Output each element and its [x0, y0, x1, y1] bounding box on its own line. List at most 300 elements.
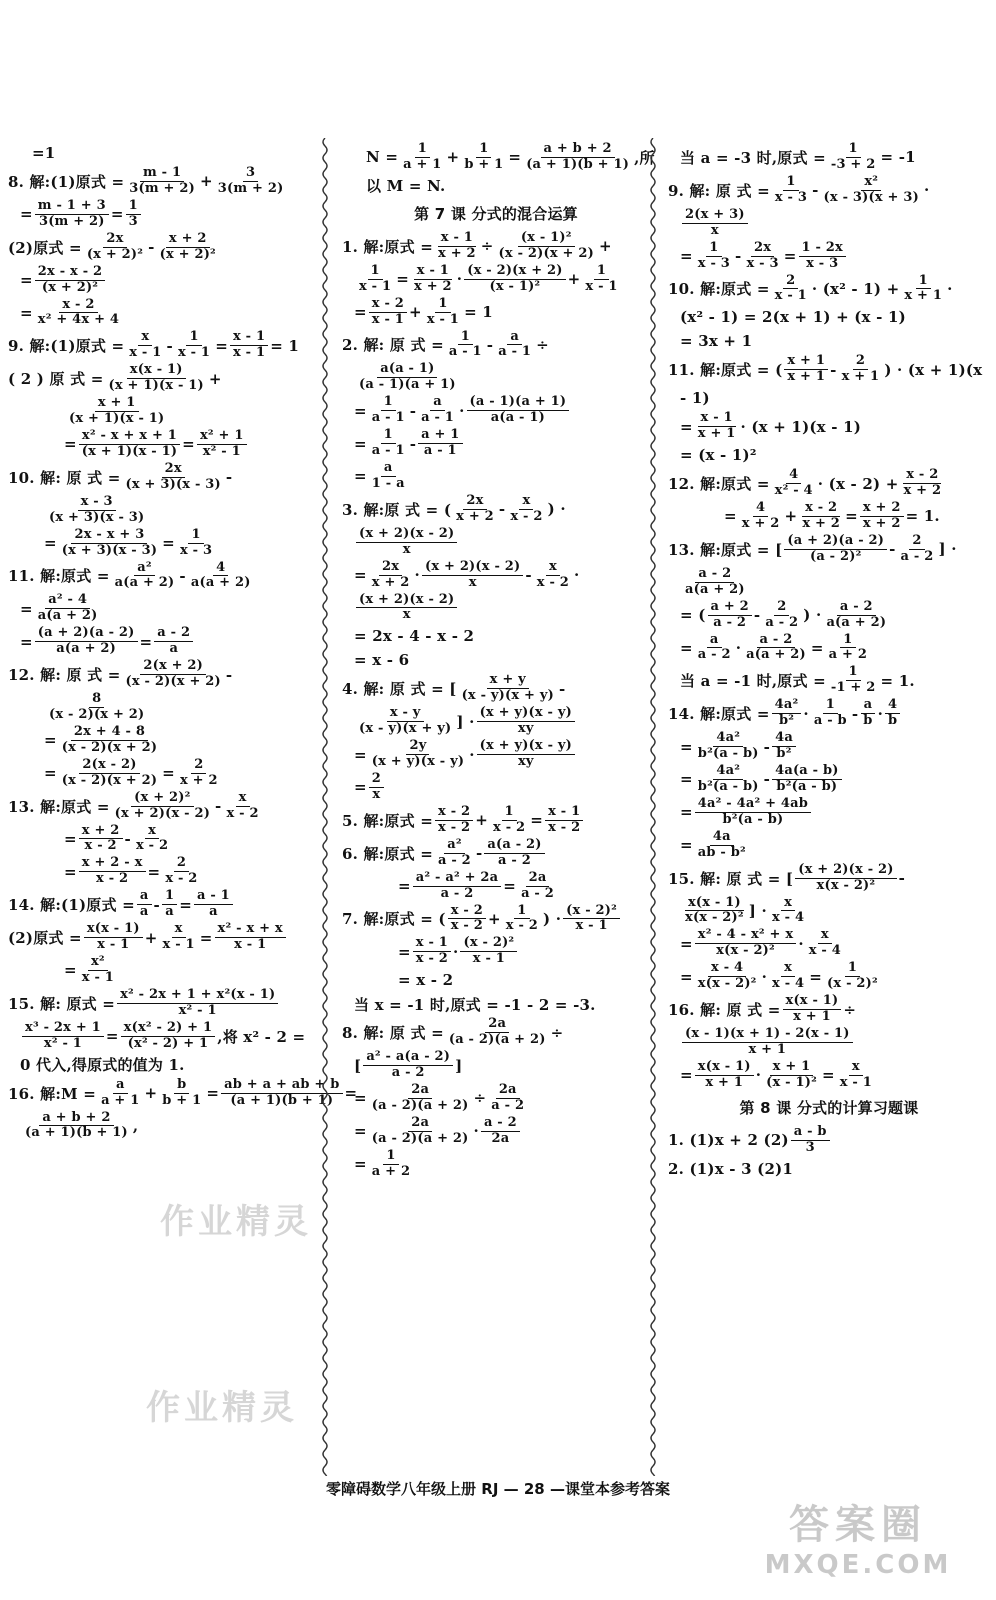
fraction	[369, 461, 408, 492]
fraction	[828, 142, 879, 173]
line-text: ·	[735, 638, 742, 657]
fraction-numerator: m - 1	[140, 166, 184, 182]
answer-line	[668, 387, 990, 409]
line-text: =	[44, 731, 57, 750]
line-text: ·	[761, 967, 768, 986]
fraction-numerator: a	[137, 889, 152, 905]
fraction	[799, 241, 847, 272]
line-text: 4. 解: 原 式 = [	[342, 680, 457, 699]
answer-line	[8, 528, 320, 559]
fraction-numerator: 4	[786, 468, 801, 484]
fraction	[66, 396, 167, 427]
fraction-numerator: x	[519, 494, 533, 510]
fraction-denominator: (a - 2)(a + 2)	[371, 1130, 469, 1146]
line-text: 当 a = -3 时,原式 =	[680, 148, 826, 167]
answer-line	[668, 1158, 990, 1180]
fraction-denominator: x² + 4x + 4	[37, 312, 120, 328]
fraction-numerator: b	[174, 1078, 189, 1094]
answer-line	[342, 1017, 650, 1048]
answer-line	[342, 593, 650, 624]
fraction	[157, 232, 219, 263]
fraction-numerator: 4a² - 4a² + 4ab	[695, 797, 811, 813]
fraction-numerator: x	[849, 1060, 863, 1076]
fraction	[356, 706, 454, 737]
fraction-numerator: (a - 1)(a + 1)	[467, 395, 570, 411]
line-text: =	[110, 205, 124, 224]
fraction-numerator: ab + a + ab + b	[221, 1078, 342, 1094]
line-text: =	[147, 862, 161, 881]
answer-line	[668, 600, 990, 631]
fraction-denominator: x - 2	[505, 918, 539, 934]
line-text: = -1	[880, 148, 916, 167]
fraction	[84, 232, 146, 263]
fraction-denominator: a - 1	[421, 410, 455, 426]
fraction-denominator: x - 1	[575, 918, 608, 934]
answer-line	[342, 461, 650, 492]
fraction	[695, 241, 733, 272]
fraction-denominator: (x - 2)(x + 2)	[498, 245, 594, 261]
fraction	[682, 896, 747, 927]
line-text: =	[354, 1122, 367, 1141]
line-text: =	[64, 961, 77, 980]
answer-line	[342, 428, 650, 459]
fraction-denominator: x - 1	[774, 288, 807, 304]
line-text: -	[525, 566, 532, 585]
line-text: ·	[456, 270, 463, 289]
line-text: ·	[755, 1066, 762, 1085]
line-text: ( 2 ) 原 式 =	[8, 370, 104, 389]
fraction	[795, 863, 896, 894]
fraction-numerator: a + 2	[708, 600, 752, 616]
fraction-numerator: (x + y)(x - y)	[477, 706, 575, 722]
fraction	[828, 665, 879, 696]
fraction-numerator: 4a²	[772, 698, 802, 714]
fraction-numerator: x + 2	[79, 824, 123, 840]
fraction-numerator: 2(x + 2)	[140, 659, 206, 675]
line-text: -	[215, 797, 222, 816]
fraction-numerator: a + b + 2	[541, 142, 615, 158]
fraction-denominator: a - 1	[371, 443, 405, 459]
answer-line	[8, 955, 320, 986]
line-text: 15. 解: 原式 =	[8, 994, 116, 1013]
section-heading	[342, 203, 650, 225]
fraction-numerator: x	[781, 896, 795, 912]
fraction-denominator: a(a + 2)	[746, 647, 806, 663]
line-text: -	[225, 468, 233, 487]
line-text: ÷	[550, 1023, 564, 1042]
fraction-numerator: x + 2	[860, 501, 904, 517]
fraction-numerator: x - 1	[414, 264, 452, 280]
line-text: =	[344, 1084, 358, 1103]
fraction	[477, 739, 575, 770]
answer-line	[8, 758, 320, 789]
fraction	[435, 805, 473, 836]
line-text: =	[503, 877, 517, 896]
fraction-denominator: x - 1	[129, 345, 162, 361]
answer-line	[8, 363, 320, 394]
fraction	[424, 297, 462, 328]
fraction	[418, 395, 457, 426]
answer-line	[8, 626, 320, 657]
fraction	[369, 1149, 413, 1180]
wavy-divider-line	[323, 138, 327, 1476]
line-text: 8. 解: 原 式 =	[342, 1024, 444, 1043]
fraction	[495, 330, 534, 361]
line-text: 3. 解:原 式 = (	[342, 500, 452, 519]
fraction	[435, 231, 479, 262]
fraction	[459, 673, 557, 704]
fraction-numerator: 2x + 4 - 8	[71, 725, 148, 741]
fraction-denominator: x - 1	[472, 951, 506, 967]
fraction-numerator: a²	[444, 838, 465, 854]
line-text: 9. 解: 原 式 =	[668, 181, 770, 200]
fraction	[188, 561, 254, 592]
fraction-numerator: 2	[909, 534, 924, 550]
fraction	[22, 1111, 131, 1142]
fraction-numerator: 3	[243, 166, 258, 182]
fraction-denominator: x - 1	[585, 278, 618, 294]
page-footer: 零障碍数学八年级上册 RJ — 28 —课堂本参考答案	[326, 1480, 670, 1498]
fraction	[518, 871, 557, 902]
line-text: =	[508, 148, 522, 167]
fraction-denominator: x - 4	[808, 943, 841, 959]
fraction-numerator: (x - 2)(x + 2)	[464, 264, 565, 280]
fraction-denominator: x - 2	[536, 574, 570, 590]
line-text: ) ·	[543, 909, 562, 928]
fraction-denominator: a - 1	[498, 344, 532, 360]
fraction-numerator: 1	[502, 805, 517, 821]
line-text: -	[409, 434, 417, 453]
fraction-numerator: 2x	[103, 232, 126, 248]
fraction-numerator: x(x² - 2) + 1	[121, 1021, 216, 1037]
line-text: =	[845, 507, 858, 526]
line-text: =	[354, 467, 367, 486]
fraction-denominator: a + 1	[101, 1092, 140, 1108]
fraction	[839, 354, 883, 385]
answer-line	[8, 593, 320, 624]
fraction-numerator: x - 2	[435, 805, 473, 821]
line-text: +	[487, 909, 501, 928]
fraction-numerator: x - 2	[369, 297, 407, 313]
line-text: -	[153, 895, 160, 914]
answer-line	[668, 731, 990, 762]
fraction-denominator: a	[165, 904, 174, 920]
line-text: 10. 解: 原 式 =	[8, 468, 121, 487]
fraction-denominator: x - 2	[548, 819, 581, 835]
line-text: ·	[473, 1122, 479, 1141]
fraction	[481, 1116, 520, 1147]
fraction	[162, 856, 200, 887]
line-text: =	[20, 632, 33, 651]
brand-watermark-logo	[758, 1500, 958, 1592]
fraction-denominator: b²(a - b)	[697, 778, 759, 794]
line-text: 9. 解:(1)原式 =	[8, 337, 125, 356]
answer-line	[668, 330, 990, 352]
fraction	[739, 501, 783, 532]
fraction-numerator: x - 2	[903, 468, 941, 484]
fraction-denominator: 3	[805, 1139, 815, 1155]
fraction	[369, 1083, 472, 1114]
fraction-denominator: a + 2	[371, 1163, 411, 1179]
fraction-numerator: 1	[706, 241, 721, 257]
fraction-denominator: x - 3	[746, 255, 779, 271]
fraction-denominator: x + 2	[438, 245, 476, 261]
fraction-numerator: 2	[174, 856, 189, 872]
fraction-numerator: x - y	[387, 706, 424, 722]
fraction-numerator: a - 2	[154, 626, 193, 642]
line-text: =	[179, 895, 192, 914]
fraction	[821, 175, 922, 206]
fraction-numerator: (x - 1)²	[518, 231, 575, 247]
fraction-numerator: x(x - 1)	[783, 994, 842, 1010]
fraction-numerator: 2a	[526, 871, 550, 887]
answer-line	[668, 354, 990, 385]
line-text: +	[567, 270, 581, 289]
line-text: ) · (x + 1)(x	[884, 360, 983, 379]
line-text: ·	[574, 566, 580, 585]
fraction-numerator: a² - a(a - 2)	[363, 1050, 453, 1066]
line-text: +	[199, 172, 213, 191]
line-text: +	[446, 148, 460, 167]
fraction-denominator: x - 1	[234, 937, 267, 953]
line-text: 15. 解: 原 式 = [	[668, 869, 794, 888]
fraction	[215, 166, 287, 197]
fraction-denominator: a(a + 2)	[114, 575, 175, 591]
answer-line	[8, 791, 320, 822]
fraction-numerator: x	[546, 560, 560, 576]
fraction-numerator: 2(x + 3)	[682, 208, 748, 224]
fraction	[137, 889, 152, 920]
fraction-denominator: a - 2	[900, 548, 934, 564]
line-text: -	[851, 704, 859, 723]
fraction-numerator: (x + 2)(x - 2)	[356, 593, 457, 609]
line-text: (2)原式 =	[8, 929, 82, 948]
fraction	[435, 838, 474, 869]
line-text: -	[830, 360, 837, 379]
line-text: (2)原式 =	[8, 238, 82, 257]
line-text: =	[64, 829, 77, 848]
fraction-denominator: -3 + 2	[830, 156, 876, 172]
fraction-denominator: x + 1	[697, 426, 736, 442]
answer-line	[342, 362, 650, 393]
line-text: 5. 解:原式 =	[342, 811, 434, 830]
fraction-denominator: a - 2	[391, 1065, 425, 1081]
fraction-numerator: a² - 4	[45, 593, 90, 609]
fraction-numerator: 1	[476, 142, 491, 158]
fraction-denominator: x - 1	[359, 278, 392, 294]
line-text: ÷	[480, 237, 494, 256]
fraction-denominator: x - 2	[135, 838, 169, 854]
line-text: =	[215, 336, 228, 355]
line-text: +	[475, 811, 489, 830]
fraction-denominator: x - 1	[97, 937, 130, 953]
fraction	[901, 274, 945, 305]
line-text: [	[354, 1056, 362, 1075]
line-text: =	[354, 778, 367, 797]
fraction-numerator: (x + y)(x - y)	[477, 739, 575, 755]
fraction-denominator: x - 1	[839, 1074, 872, 1090]
line-text: =	[724, 507, 737, 526]
fraction-numerator: x	[172, 922, 186, 938]
fraction	[900, 468, 944, 499]
answer-line	[668, 501, 990, 532]
fraction-numerator: a² - a² + 2a	[413, 871, 502, 887]
line-text: -	[498, 500, 506, 519]
fraction	[369, 297, 407, 328]
line-text: -	[225, 665, 233, 684]
line-text: 当 x = -1 时,原式 = -1 - 2 = -3.	[354, 995, 596, 1014]
line-text: ,将 x² - 2 =	[217, 1027, 306, 1046]
fraction	[784, 534, 887, 565]
fraction-denominator: a(a + 2)	[37, 608, 98, 624]
fraction	[534, 560, 572, 591]
line-text: =	[680, 836, 693, 855]
line-text: =	[64, 435, 77, 454]
fraction-denominator: x + 1	[787, 369, 826, 385]
fraction	[230, 330, 268, 361]
line-text: =	[680, 638, 693, 657]
fraction-numerator: 1	[368, 264, 383, 280]
answer-line	[342, 673, 650, 704]
answer-line	[668, 863, 990, 894]
answer-line	[668, 306, 990, 328]
answer-line	[342, 330, 650, 361]
fraction-denominator: x + 2	[414, 278, 452, 294]
line-text: =	[354, 401, 367, 420]
line-text: =	[20, 599, 33, 618]
fraction	[363, 1050, 453, 1081]
answer-line	[8, 659, 320, 690]
answer-line	[8, 166, 320, 197]
answer-line	[8, 561, 320, 592]
fraction	[523, 142, 632, 173]
line-text: =	[105, 1027, 119, 1046]
fraction	[117, 988, 278, 1019]
fraction	[79, 429, 180, 460]
fraction-denominator: (x + 2)²	[159, 246, 216, 262]
fraction	[223, 791, 261, 822]
fraction	[177, 758, 221, 789]
fraction-denominator: x + 2	[802, 515, 841, 531]
fraction-denominator: (a + 1)(b + 1)	[526, 156, 630, 172]
fraction	[769, 961, 807, 992]
fraction-denominator: (x - y)(x + y)	[461, 688, 554, 704]
fraction	[682, 567, 748, 598]
line-text: =	[354, 303, 367, 322]
line-text: =	[680, 737, 693, 756]
fraction-numerator: 2	[369, 772, 384, 788]
fraction-numerator: 1	[845, 961, 860, 977]
fraction	[159, 1078, 204, 1109]
answer-line	[342, 772, 650, 803]
fraction-numerator: x	[236, 791, 250, 807]
line-text: +	[784, 507, 798, 526]
fraction	[806, 928, 844, 959]
answer-line	[8, 330, 320, 361]
fraction-denominator: x - 2	[165, 871, 198, 887]
fraction	[369, 772, 384, 803]
fraction-denominator: a - 2	[491, 1097, 525, 1113]
line-text: =	[398, 942, 411, 961]
fraction	[763, 1060, 820, 1091]
fraction	[695, 764, 762, 795]
fraction	[826, 633, 870, 664]
answer-line	[342, 297, 650, 328]
fraction	[411, 264, 455, 295]
fraction-numerator: 1	[458, 330, 473, 346]
fraction-numerator: 2a	[485, 1017, 509, 1033]
fraction-numerator: x + 2	[166, 232, 210, 248]
fraction-numerator: a	[381, 461, 396, 477]
fraction	[695, 961, 760, 992]
fraction-denominator: (a - 2)²	[809, 548, 862, 564]
fraction-denominator: (x + 2)²	[41, 279, 99, 295]
fraction-numerator: 1	[188, 528, 203, 544]
answer-line	[8, 1054, 320, 1076]
line-text: =	[162, 534, 175, 553]
line-text: = (	[680, 606, 706, 625]
fraction-numerator: x - 1	[438, 231, 476, 247]
fraction-denominator: (x - 3)(x + 3)	[823, 189, 919, 205]
fraction	[503, 904, 541, 935]
answer-line	[342, 264, 650, 295]
line-text: =	[783, 247, 797, 266]
fraction-denominator: (x - 2)(x + 2)	[61, 772, 158, 788]
section-heading	[668, 1097, 990, 1119]
fraction-denominator: a(a + 2)	[190, 575, 251, 591]
line-text: 14. 解:(1)原式 =	[8, 896, 135, 915]
answer-line	[8, 265, 320, 296]
fraction-denominator: x + 1	[841, 369, 880, 385]
fraction-denominator: (x - 2)(x + 2)	[125, 674, 221, 690]
fraction-numerator: 2	[783, 274, 798, 290]
answer-line	[668, 830, 990, 861]
fraction	[35, 626, 138, 657]
line-text: 11. 解:原式 =	[8, 567, 110, 586]
fraction-numerator: 4	[885, 698, 900, 714]
line-text: N =	[366, 148, 399, 167]
answer-line	[8, 922, 320, 953]
fraction-numerator: x² - x + x	[215, 922, 286, 938]
answer-line	[342, 527, 650, 558]
fraction-numerator: 4a²	[713, 764, 743, 780]
fraction-numerator: 1	[383, 1149, 398, 1165]
fraction	[356, 527, 457, 558]
fraction-denominator: x(x - 2)²	[816, 877, 876, 893]
answer-line	[668, 1027, 990, 1058]
line-text: =	[20, 205, 33, 224]
fraction-numerator: x² - 2x + 1 + x²(x - 1)	[117, 988, 278, 1004]
fraction-denominator: x - 4	[772, 976, 805, 992]
fraction	[126, 330, 164, 361]
fraction	[59, 528, 160, 559]
fraction-numerator: 4	[753, 501, 768, 517]
fraction-denominator: x	[468, 574, 477, 590]
fraction	[79, 824, 123, 855]
fraction-numerator: 1	[126, 199, 141, 215]
fraction	[369, 1116, 472, 1147]
fraction-numerator: a - 2	[837, 600, 876, 616]
line-text: 当 a = -1 时,原式 =	[680, 672, 826, 691]
fraction-numerator: x + 1	[784, 354, 828, 370]
line-text: =1	[32, 144, 56, 162]
fraction	[84, 922, 143, 953]
answer-line	[668, 241, 990, 272]
line-text: =	[809, 967, 823, 986]
fraction	[59, 758, 160, 789]
line-text: =	[354, 434, 367, 453]
line-text: =	[530, 811, 544, 830]
